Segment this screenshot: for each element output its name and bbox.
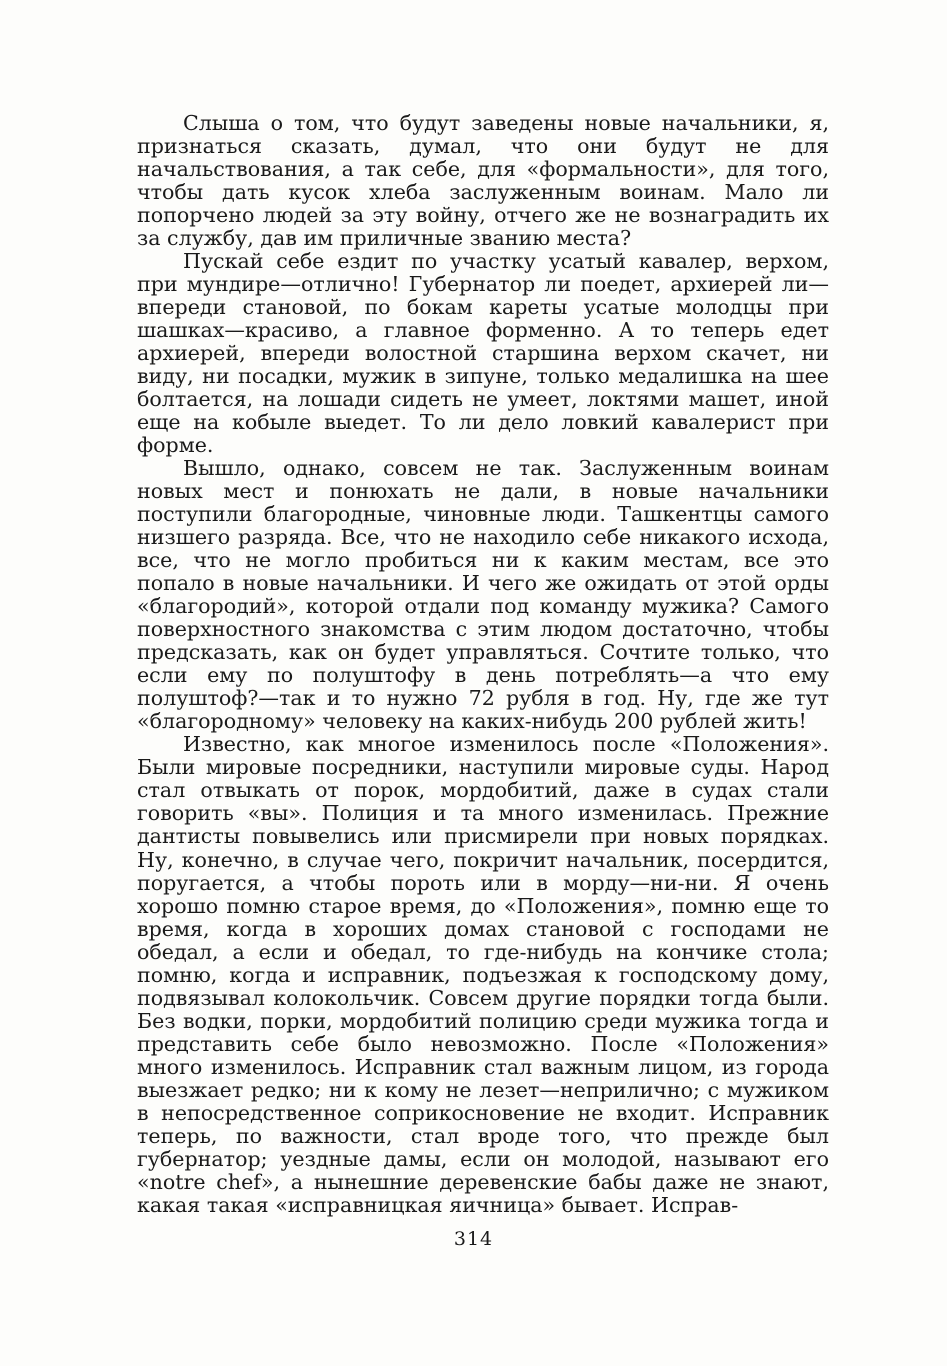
paragraph-2: Пускай себе ездит по участку усатый кавалер, верхом, при мундире—отлично! Губернатор ли поедет, архиерей ли—впереди становой, по бокам кареты усатые молодцы при шашках—красиво, а главное форменно. А то теперь едет архиерей, впереди волостной старшина верхом скачет, ни виду, ни посадки, мужик в зипуне, только медалишка на шее болтается, на лошади сидеть не умеет, локтями машет, иной еще на кобыле выедет. То ли дело ловкий кавалерист при форме. — [137, 249, 829, 458]
paragraph-1: Слыша о том, что будут заведены новые начальники, я, признаться сказать, думал, что они будут не для начальствования, а так себе, для «формальности», для того, чтобы дать кусок хлеба заслуженным воинам. Мало ли попорчено людей за эту войну, отчего же не вознаградить их за службу, дав им приличные званию места? — [137, 111, 829, 251]
paragraph-3: Вышло, однако, совсем не так. Заслуженным воинам новых мест и понюхать не дали, в новые начальники поступили благородные, чиновные люди. Ташкентцы самого низшего разряда. Все, что не находило себе никакого исхода, все, что не могло пробиться ни к каким местам, все это попало в новые начальники. И чего же ожидать от этой орды «благородий», которой отдали под команду мужика? Самого поверхностного знакомства с этим людом достаточно, чтобы предсказать, как он будет управляться. Сочтите только, что если ему по полуштофу в день потреблять—а что ему полуштоф?—так и то нужно 72 рубля в год. Ну, где же тут «благородному» человеку на каких-нибудь 200 рублей жить! — [137, 456, 829, 734]
page-number: 314 — [453, 1228, 494, 1250]
paragraph-4: Известно, как многое изменилось после «Положения». Были мировые посредники, наступили мировые суды. Народ стал отвыкать от порок, мордобитий, даже в судах стали говорить «вы». Полиция и та много изменилась. Прежние дантисты повывелись или присмирели при новых порядках. Ну, конечно, в случае чего, покричит начальник, посердится, поругается, а чтобы пороть или в морду—ни-ни. Я очень хорошо помню старое время, до «Положения», помню еще то время, когда в хороших домах становой с господами не обедал, а если и обедал, то где-нибудь на кончике стола; помню, когда и исправник, подъезжая к господскому дому, подвязывал колокольчик. Совсем другие порядки тогда были. Без водки, порки, мордобитий полицию среди мужика тогда и представить себе было невозможно. После «Положения» много изменилось. Исправник стал важным лицом, из города выезжает редко; ни к кому не лезет—неприлично; с мужиком в непосредственное соприкосновение не входит. Исправник теперь, по важности, стал вроде того, что прежде был губернатор; уездные дамы, если он молодой, называют его «notre chef», а нынешние деревенские бабы даже не знают, какая такая «исправницкая яичница» бывает. Исправ- — [137, 732, 829, 1217]
body-text — [137, 112, 829, 1217]
